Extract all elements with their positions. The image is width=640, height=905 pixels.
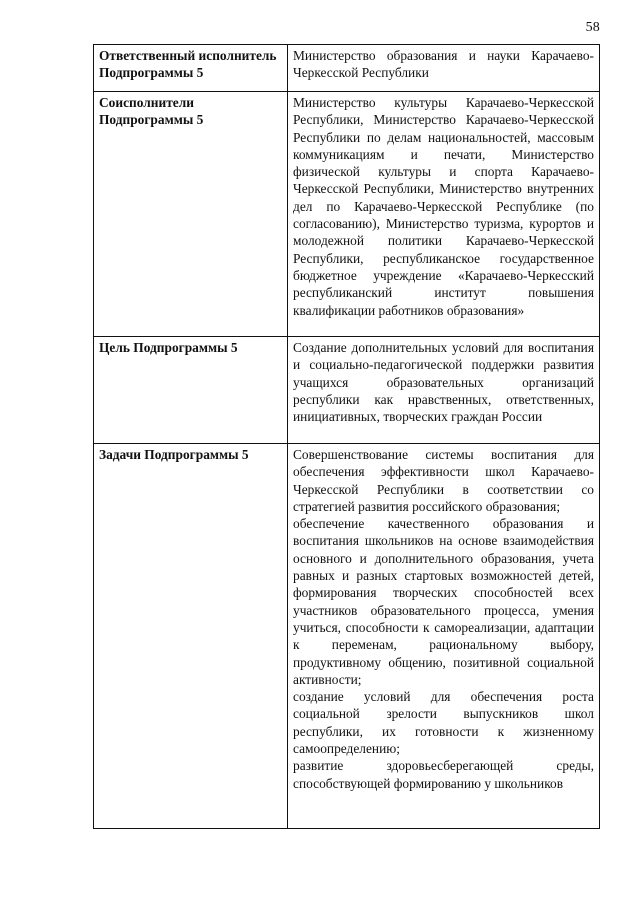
value-paragraph: Министерство культуры Карачаево-Черкесской Республики, Министерство Карачаево-Черкесской Республики по делам национальностей, массовым коммуникациям и печати, Министерство физической культуры и спорта Карачаево-Черкесской Республики, Министерство внутренних дел по Карачаево-Черкесской Республике (по согласованию), Министерство туризма, курортов и молодежной политики Карачаево-Черкесской Республики, республиканское государственное бюджетное учреждение «Карачаево-Черкесский республиканский институт повышения квалификации работников образования» bbox=[293, 95, 594, 318]
table-row bbox=[94, 337, 600, 444]
task-paragraph: развитие здоровьесберегающей среды, способствующей формированию у школьников bbox=[293, 758, 594, 791]
page-number: 58 bbox=[585, 20, 600, 35]
table-row bbox=[94, 45, 600, 92]
row-value-co-executors bbox=[288, 92, 600, 337]
row-value-goal bbox=[288, 337, 600, 444]
row-label-responsible-executor: Ответственный исполнитель Подпрограммы 5 bbox=[94, 45, 288, 92]
row-value-responsible-executor bbox=[288, 45, 600, 92]
task-paragraph: создание условий для обеспечения роста социальной зрелости выпускников школ республики, их готовности к жизненному самоопределению; bbox=[293, 689, 594, 757]
table-row bbox=[94, 92, 600, 337]
row-label-tasks: Задачи Подпрограммы 5 bbox=[94, 444, 288, 829]
row-value-tasks bbox=[288, 444, 600, 829]
row-label-goal: Цель Подпрограммы 5 bbox=[94, 337, 288, 444]
value-paragraph: Министерство образования и науки Карачаево-Черкесской Республики bbox=[293, 48, 594, 81]
task-paragraph: Совершенствование системы воспитания для обеспечения эффективности школ Карачаево-Черкесской Республики в соответствии со стратегией развития российского образования; bbox=[293, 447, 594, 514]
subprogram-passport-table bbox=[93, 44, 600, 829]
table-row bbox=[94, 444, 600, 829]
task-paragraph: обеспечение качественного образования и воспитания школьников на основе взаимодействия основного и дополнительного образования, учета равных и разных стартовых возможностей детей, формирования творческих способностей всех участников образовательного процесса, умения учиться, способности к самореализации, адаптации к переменам, рациональному выбору, продуктивному общению, позитивной социальной активности; bbox=[293, 516, 594, 687]
row-label-co-executors: Соисполнители Подпрограммы 5 bbox=[94, 92, 288, 337]
value-paragraph: Создание дополнительных условий для воспитания и социально-педагогической поддержки развития учащихся образовательных организаций республики как нравственных, ответственных, инициативных, творческих граждан России bbox=[293, 340, 594, 425]
